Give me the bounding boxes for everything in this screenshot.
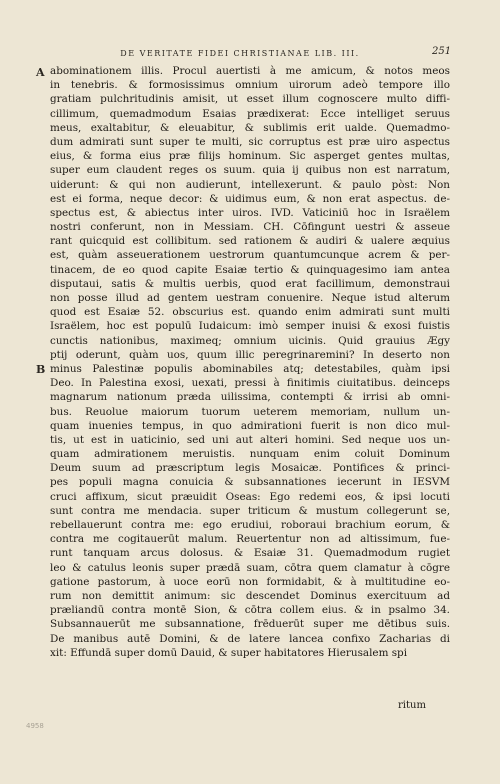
text-line: gatione pastorum, à uoce eorū non formidabit, & à multitudine eo- [50, 575, 450, 588]
text-line: est, quàm asseuerationem uestrorum quantumcunque acrem & per- [50, 249, 450, 262]
text-line: rum non demittit animum: sic descendet Dominus exercituum ad [50, 589, 450, 602]
text-line: in tenebris. & formosissimus omnium uirorum adeò tempore illo [50, 79, 450, 92]
folio-number: 251 [432, 46, 452, 57]
text-line: ptij oderunt, quàm uos, quum illic peregrinaremini? In deserto non [50, 348, 450, 361]
shelfmark: 4958 [26, 722, 44, 730]
text-line: super eum claudent reges os suum. quia ij quibus non est narratum, [50, 164, 450, 177]
text-line: bus. Reuolue maiorum tuorum ueterem memoriam, nullum un- [50, 405, 450, 418]
body-text [50, 64, 450, 660]
text-line: gratiam pulchritudinis amisit, ut esset illum cognoscere multo diffi- [50, 93, 450, 106]
text-line: rebellauerunt contra me: ego erudiui, roboraui brachium eorum, & [50, 519, 450, 531]
text-line: quam inuenies tempus, in quo admirationi fuerit is non dico mul- [50, 419, 450, 432]
text-line: meus, exaltabitur, & eleuabitur, & sublimis erit ualde. Quemadmo- [50, 121, 450, 134]
text-line: cruci affixum, sicut præuidit Oseas: Ego redemi eos, & ipsi locuti [50, 490, 450, 503]
text-line: quam admirationem meruistis. nunquam enim coluit Dominum [50, 448, 450, 461]
text-line: est ei forma, neque decor: & uidimus eum, & non erat aspectus. de- [50, 192, 450, 205]
text-line: eius, & forma eius præ filijs hominum. Sic asperget gentes multas, [50, 150, 450, 163]
text-line: magnarum nationum præda uilissima, contempti & irrisi ab omni- [50, 391, 450, 404]
text-line: runt tanquam arcus dolosus. & Esaiæ 31. Quemadmodum rugiet [50, 547, 450, 560]
text-line: rant quicquid est collibitum. sed rationem & audiri & ualere æquius [50, 235, 450, 248]
text-line: cillimum, quemadmodum Esaias prædixerat: Ecce intelliget seruus [50, 107, 450, 120]
text-line: sunt contra me mendacia. super triticum & mustum collegerunt se, [50, 504, 450, 517]
text-line: Israëlem, hoc est populū Iudaicum: imò semper inuisi & exosi fuistis [50, 320, 450, 333]
text-line: cunctis nationibus, maximeq; omnium uicinis. Quid grauius Ægy [50, 334, 450, 347]
text-line: contra me cogitauerūt malum. Reuertentur non ad altissimum, fue- [50, 533, 450, 546]
text-line: Deum suum ad præscriptum legis Mosaicæ. Pontifices & princi- [50, 462, 450, 475]
text-line: De manibus autē Domini, & de latere lancea confixo Zacharias di [50, 632, 450, 645]
text-line: præliandū contra montē Sion, & cōtra collem eius. & in psalmo 34. [50, 604, 450, 617]
text-line: nostri conferunt, non in Messiam. CH. Cōfingunt uestri & asseue [50, 221, 450, 234]
text-line: Deo. In Palestina exosi, uexati, pressi à finitimis ciuitatibus. deinceps [50, 377, 450, 390]
text-line: quod est Esaiæ 52. obscurius est. quando enim admirati sunt multi [50, 306, 450, 319]
text-line: pes populi magna conuicia & subsannationes iecerunt in IESVM [50, 476, 450, 489]
text-line: non posse illud ad gentem uestram conuenire. Neque istud alterum [50, 292, 450, 304]
text-line: tinacem, de eo quod capite Esaiæ tertio & quinquagesimo iam antea [50, 263, 450, 276]
text-line: abominationem illis. Procul auertisti à me amicum, & notos meos [50, 65, 450, 77]
margin-letter-a: A [36, 66, 45, 79]
text-line: disputaui, satis & multis uerbis, quod erat facillimum, demonstraui [50, 277, 450, 290]
text-line: dum admirati sunt super te multi, sic corruptus est præ uiro aspectus [50, 135, 450, 148]
catchword: ritum [398, 700, 426, 711]
margin-letter-b: B [36, 363, 46, 376]
text-line: uiderunt: & qui non audierunt, intellexerunt. & paulo pòst: Non [50, 178, 450, 191]
text-line: tis, ut est in uaticinio, sed uni aut alteri homini. Sed neque uos un- [50, 433, 450, 446]
text-line: Subsannauerūt me subsannatione, frēduerūt super me dētibus suis. [50, 618, 450, 631]
running-head: DE VERITATE FIDEI CHRISTIANAE LIB. III. [120, 49, 360, 58]
text-line: xit: Effundā super domū Dauid, & super habitatores Hierusalem spi [50, 646, 408, 659]
text-line: spectus est, & abiectus inter uiros. IVD. Vaticiniū hoc in Israëlem [50, 206, 450, 219]
text-line: minus Palestinæ populis abominabiles atq; detestabiles, quàm ipsi [50, 362, 450, 375]
text-line: leo & catulus leonis super prædā suam, cōtra quem clamatur à cōgre [50, 561, 450, 574]
